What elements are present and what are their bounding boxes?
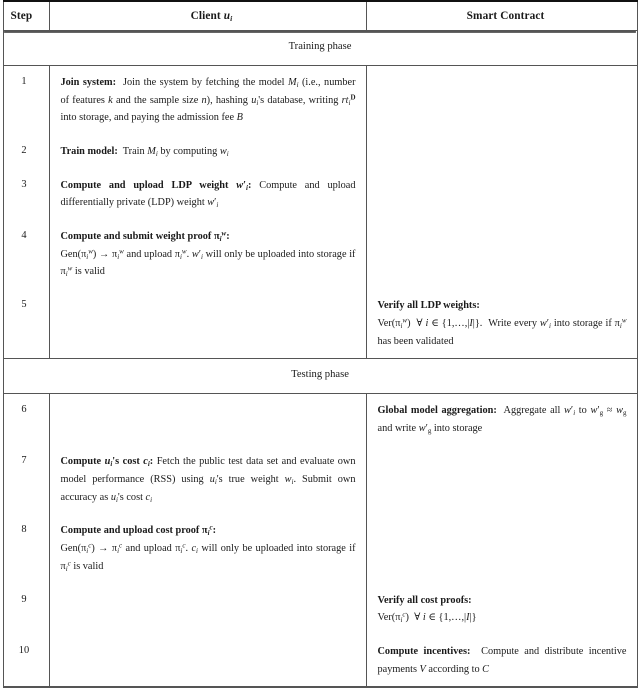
phase-label-training: Training phase <box>3 31 637 66</box>
client-cell: Compute and submit weight proof $\pi_i^w$: $Gen(\pi_i^w) \to \pi_i^w$ and upload $\pi_i^w$. $w'_i$ will only be uploaded into storage if $\pi_i^w$ is valid <box>49 220 366 289</box>
contract-cell <box>366 514 637 583</box>
table-row <box>3 220 637 289</box>
phase-row-training <box>3 31 637 66</box>
client-cell <box>49 289 366 359</box>
client-cell: Compute and upload LDP weight $w'_i$: Compute and upload differentially private (LDP) weight $w'_i$ <box>49 169 366 220</box>
table-row <box>3 135 637 169</box>
protocol-table <box>3 0 638 688</box>
client-cell: Train model: Train $M_i$ by computing $w_i$ <box>49 135 366 169</box>
step-number: 8 <box>3 514 49 583</box>
contract-cell: Verify all cost proofs: $Ver(\pi_i^c)$ ∀ i ∈ {1,…,|I|} <box>366 584 637 635</box>
client-cell: Compute and upload cost proof $\pi_i^c$: $Gen(\pi_i^c) \to \pi_i^c$ and upload $\pi_i^c$. $c_i$ will only be uploaded into storage if $\pi_i^c$ is valid <box>49 514 366 583</box>
step-number: 7 <box>3 445 49 514</box>
contract-cell: Verify all LDP weights: $Ver(\pi_i^w)$ ∀ i ∈ {1,…,|I|}. Write every $w'_i$ into storage if $\pi_i^w$ has been validated <box>366 289 637 359</box>
contract-cell <box>366 169 637 220</box>
step-number: 1 <box>3 65 49 135</box>
step-number: 6 <box>3 393 49 445</box>
column-header-smart-contract: Smart Contract <box>366 1 637 31</box>
table-row <box>3 169 637 220</box>
table-row <box>3 289 637 359</box>
column-header-client: Client $u_i$ <box>49 1 366 31</box>
contract-cell <box>366 445 637 514</box>
contract-cell <box>366 220 637 289</box>
step-number: 3 <box>3 169 49 220</box>
step-number: 10 <box>3 635 49 687</box>
client-cell: Compute $u_i's$ cost $c_i$: Fetch the public test data set and evaluate own model performance (RSS) using $u_i's$ true weight $w_i$. Submit own accuracy as $u_i's$ cost $c_i$ <box>49 445 366 514</box>
contract-cell: Global model aggregation: Aggregate all $w'_i$ to $w'_g \approx w_g$ and write $w'_g$ into storage <box>366 393 637 445</box>
client-cell <box>49 584 366 635</box>
table-header <box>3 1 637 31</box>
table-body <box>3 31 637 688</box>
contract-cell <box>366 65 637 135</box>
table-row <box>3 445 637 514</box>
step-number: 5 <box>3 289 49 359</box>
client-cell <box>49 393 366 445</box>
contract-cell <box>366 135 637 169</box>
step-number: 4 <box>3 220 49 289</box>
header-row <box>3 1 637 31</box>
contract-cell: Compute incentives: Compute and distribute incentive payments V according to C <box>366 635 637 687</box>
table-row <box>3 514 637 583</box>
column-header-step: Step <box>3 1 49 31</box>
client-cell: Join system: Join the system by fetching the model $M_i$ (i.e., number of features k and the sample size n), hashing $u_i's$ database, writing $rt_i^D$ into storage, and paying the admission fee B <box>49 65 366 135</box>
client-cell <box>49 635 366 687</box>
table-row <box>3 65 637 135</box>
table-row <box>3 635 637 687</box>
table-row <box>3 393 637 445</box>
step-number: 9 <box>3 584 49 635</box>
phase-row-testing <box>3 359 637 394</box>
step-number: 2 <box>3 135 49 169</box>
phase-label-testing: Testing phase <box>3 359 637 394</box>
table-row <box>3 584 637 635</box>
